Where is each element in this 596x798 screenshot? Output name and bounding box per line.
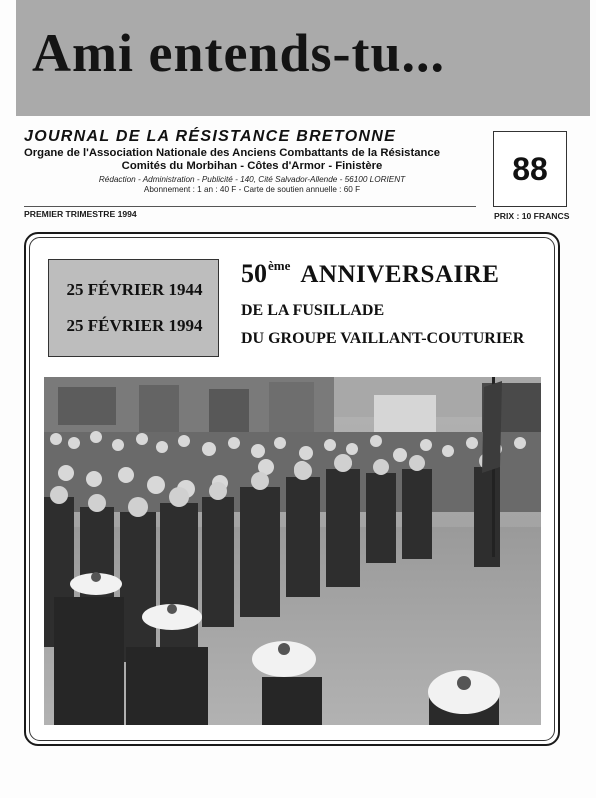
comites-line: Comités du Morbihan - Côtes d'Armor - Finistère <box>121 160 383 172</box>
masthead-band <box>16 0 590 116</box>
abonnement-line: Abonnement : 1 an : 40 F - Carte de soutien annuelle : 60 F <box>143 185 361 194</box>
masthead-title: Ami entends-tu... <box>32 23 446 83</box>
anniversary-number: 50 <box>241 259 267 288</box>
issue-number: 88 <box>512 150 548 187</box>
journal-info <box>24 128 480 194</box>
header-divider <box>24 206 476 207</box>
date-1944: 25 FÉVRIER 1944 <box>66 280 203 299</box>
anniversary-heading <box>241 258 499 289</box>
subhead-groupe: DU GROUPE VAILLANT-COUTURIER <box>241 330 525 347</box>
ceremony-photo <box>44 377 541 725</box>
organ-line: Organe de l'Association Nationale des Anciens Combattants de la Résistance <box>24 147 440 159</box>
anniversary-word: ANNIVERSAIRE <box>300 261 500 288</box>
subhead-fusillade: DE LA FUSILLADE <box>241 302 385 319</box>
redaction-line: Rédaction - Administration - Publicité - 140, Cité Salvador-Allende - 56100 LORIENT <box>98 175 406 184</box>
dates-box <box>48 259 219 357</box>
issue-number-box <box>493 131 567 207</box>
anniversary-suffix: ème <box>268 258 291 273</box>
journal-title: JOURNAL DE LA RÉSISTANCE BRETONNE <box>24 128 397 145</box>
issue-period: PREMIER TRIMESTRE 1994 <box>24 209 137 219</box>
ceremony-photo-illustration <box>44 377 541 725</box>
issue-price: PRIX : 10 FRANCS <box>494 211 570 221</box>
date-1994: 25 FÉVRIER 1994 <box>66 316 203 335</box>
